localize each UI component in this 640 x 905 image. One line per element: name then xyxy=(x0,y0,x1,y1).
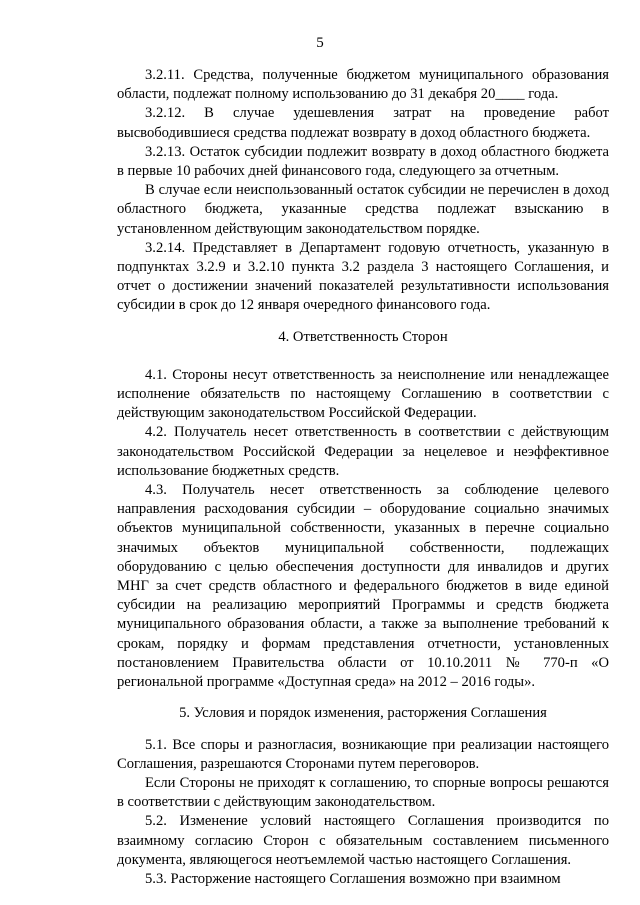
paragraph-4-3: 4.3. Получатель несет ответственность за соблюдение целевого направления расходования субсидии – оборудование социально значимых объектов муниципальной собственности, указанных в перечне социально значимых объектов муниципальной собственности, подлежащих оборудованию с целью обеспечения доступности для инвалидов и других МНГ за счет средств областного и федерального бюджетов в виде единой субсидии на реализацию мероприятий Программы и средств бюджета муниципального образования области, а также за выполнение требований к срокам, порядку и формам представления отчетности, установленных постановлением Правительства области от 10.10.2011 № 770-п «О региональной программе «Доступная среда» на 2012 – 2016 годы». xyxy=(117,482,609,691)
page-number: 5 xyxy=(316,35,324,51)
paragraph-3-2-12: 3.2.12. В случае удешевления затрат на проведение работ высвободившиеся средства подлежат возврату в доход областного бюджета. xyxy=(117,105,609,141)
paragraph-3-2-13: 3.2.13. Остаток субсидии подлежит возврату в доход областного бюджета в первые 10 рабочих дней финансового года, следующего за отчетным. xyxy=(117,143,609,180)
paragraph-5-1: 5.1. Все споры и разногласия, возникающие при реализации настоящего Соглашения, разрешаются Сторонами путем переговоров. xyxy=(117,736,609,772)
paragraph-unused-balance: В случае если неиспользованный остаток субсидии не перечислен в доход областного бюджета, указанные средства подлежат взысканию в установленном действующим законодательством порядке. xyxy=(117,182,609,237)
paragraph-4-2: 4.2. Получатель несет ответственность в соответствии с действующим законодательством Российской Федерации за нецелевое и неэффективное использование бюджетных средств. xyxy=(117,424,609,479)
section-5-heading: 5. Условия и порядок изменения, расторжения Соглашения xyxy=(179,705,547,722)
paragraph-4-1: 4.1. Стороны несут ответственность за неисполнение или ненадлежащее исполнение обязательств по настоящему Соглашению в соответствии с действующим законодательством Российской Федерации. xyxy=(117,366,609,422)
paragraph-5-3: 5.3. Расторжение настоящего Соглашения возможно при взаимном xyxy=(145,870,561,887)
document-body xyxy=(117,66,609,889)
paragraph-3-2-11: 3.2.11. Средства, полученные бюджетом муниципального образования области, подлежат полному использованию до 31 декабря 20____ года. xyxy=(117,67,609,103)
paragraph-5-2: 5.2. Изменение условий настоящего Соглашения производится по взаимному согласию Сторон с обязательным составлением письменного документа, являющегося неотъемлемой частью настоящего Соглашения. xyxy=(117,813,609,868)
section-4-heading: 4. Ответственность Сторон xyxy=(278,328,448,345)
paragraph-disputes: Если Стороны не приходят к соглашению, то спорные вопросы решаются в соответствии с действующим законодательством. xyxy=(117,774,609,811)
paragraph-3-2-14: 3.2.14. Представляет в Департамент годовую отчетность, указанную в подпунктах 3.2.9 и 3.2.10 пункта 3.2 раздела 3 настоящего Соглашения, и отчет о достижении значений показателей результативности использования субсидии в срок до 12 января очередного финансового года. xyxy=(117,239,609,314)
